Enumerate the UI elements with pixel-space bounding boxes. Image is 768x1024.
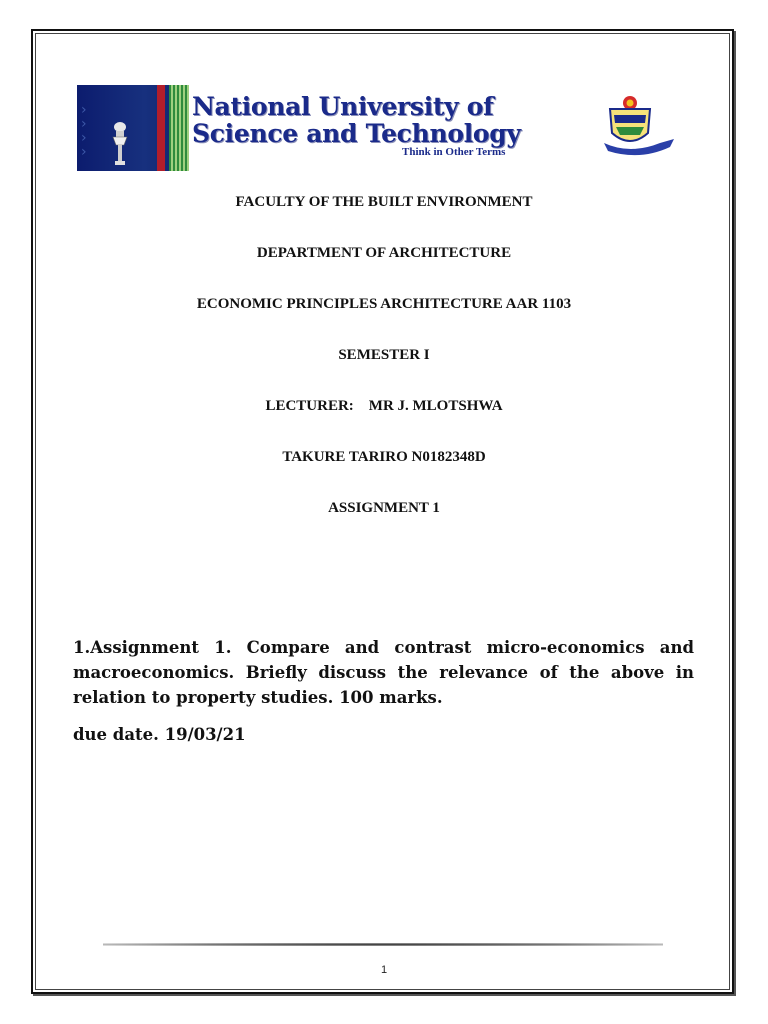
university-banner xyxy=(77,85,189,171)
green-stripe xyxy=(169,85,189,171)
university-name-line1: National University of xyxy=(192,92,494,121)
university-name-line2: Science and Technology xyxy=(192,119,521,148)
assignment-question: 1.Assignment 1. Compare and contrast micro-economics and macroeconomics. Briefly discuss the relevance of the above in relation to property studies. 100 marks. xyxy=(73,638,694,707)
student-heading: TAKURE TARIRO N0182348D xyxy=(282,449,486,465)
course-heading: ECONOMIC PRINCIPLES ARCHITECTURE AAR 1103 xyxy=(196,296,572,312)
chevron-pattern: › › › › xyxy=(81,102,87,160)
lecturer-heading: LECTURER: MR J. MLOTSHWA xyxy=(265,398,503,414)
department-heading: DEPARTMENT OF ARCHITECTURE xyxy=(256,245,512,261)
university-name xyxy=(192,93,592,147)
page-number: 1 xyxy=(380,964,388,976)
university-tagline: Think in Other Terms xyxy=(402,146,506,158)
faculty-heading: FACULTY OF THE BUILT ENVIRONMENT xyxy=(235,194,533,210)
assignment-heading: ASSIGNMENT 1 xyxy=(328,500,440,516)
due-date: due date. 19/03/21 xyxy=(73,725,246,744)
red-stripe xyxy=(157,85,165,171)
university-crest-icon xyxy=(600,93,678,161)
torch-icon xyxy=(107,121,133,167)
semester-heading: SEMESTER I xyxy=(338,347,430,363)
footer-divider xyxy=(103,943,663,946)
